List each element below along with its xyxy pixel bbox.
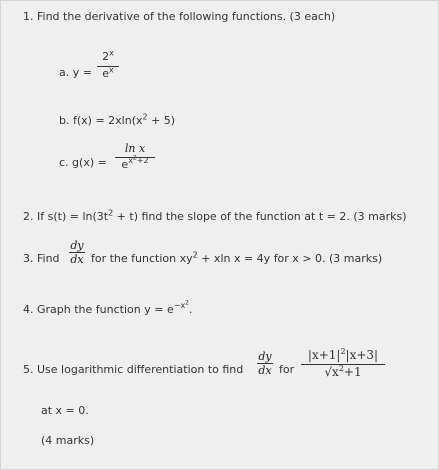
fraction-denominator: $e^x$ bbox=[102, 65, 114, 80]
part-a-label: a. y = bbox=[59, 66, 92, 79]
part-b: b. $f(x) = 2xln(x^2 + 5)$ bbox=[59, 112, 176, 127]
fraction-numerator: 2$^x$ bbox=[102, 48, 114, 63]
question-2: 2. If $s(t) = \ln(3t^2 + t)$ find the slope of the function at t = 2. (3 marks) bbox=[23, 208, 407, 223]
fraction-denominator: $e^{x^2+2}$ bbox=[121, 154, 149, 171]
question-text: Find the derivative of the following functions. (3 each) bbox=[37, 10, 336, 23]
question-3-text: for the function $xy^2 + xln$ x = 4y for x > 0. (3 marks) bbox=[91, 250, 383, 265]
question-number: 1. bbox=[23, 10, 34, 23]
fraction-numerator: ln x bbox=[124, 142, 146, 155]
question-4: 4. Graph the function $y = e^{-x^2}$. bbox=[23, 299, 193, 316]
fraction-numerator: $|x+1|^2|x+3|$ bbox=[307, 347, 379, 362]
question-5-marks: (4 marks) bbox=[41, 434, 95, 447]
question-3-lead: 3. Find bbox=[23, 252, 60, 265]
part-c-label: c. g(x) = bbox=[59, 156, 107, 169]
question-1 bbox=[23, 10, 335, 23]
dy-dx-fraction: dy dx bbox=[258, 350, 272, 377]
fraction-denominator: $√x^2+1$ bbox=[324, 364, 362, 379]
question-5-at: at x = 0. bbox=[41, 404, 89, 417]
question-5-lead: 5. Use logarithmic differentiation to find bbox=[23, 363, 244, 376]
q5-fraction bbox=[301, 348, 385, 379]
dy-dx-fraction: dy dx bbox=[70, 239, 84, 266]
part-c-fraction bbox=[115, 142, 155, 171]
part-a-fraction bbox=[97, 50, 119, 80]
sqrt-icon: √ bbox=[324, 365, 333, 379]
question-5-for: for bbox=[279, 363, 295, 376]
